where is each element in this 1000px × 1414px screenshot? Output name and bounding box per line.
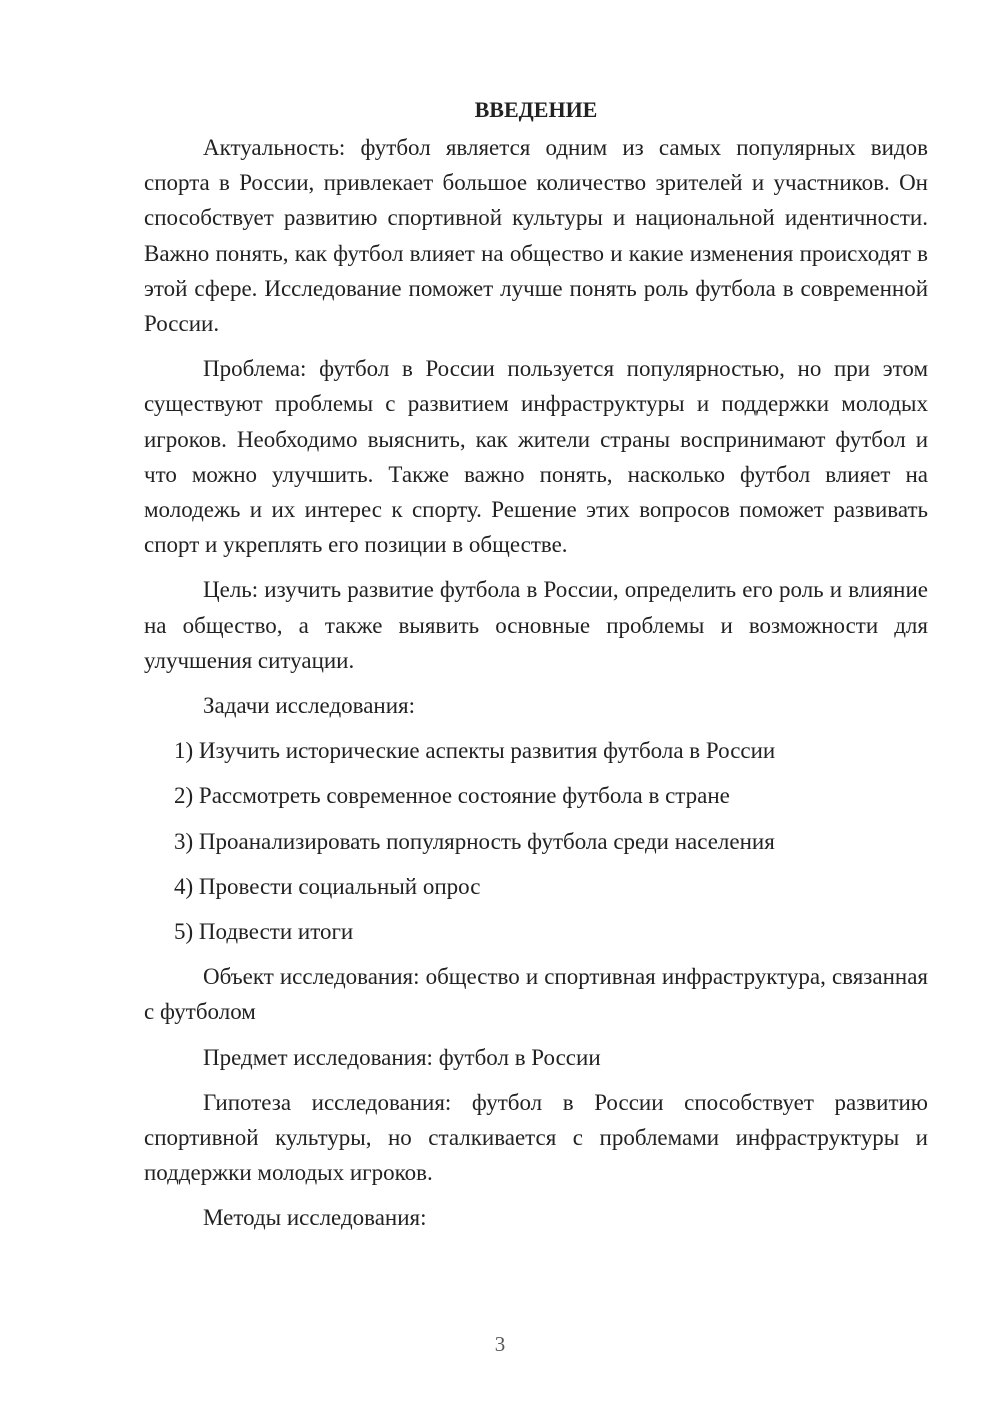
relevance-paragraph: Актуальность: футбол является одним из самых популярных видов спорта в России, привлекает большое количество зрителей и участников. Он способствует развитию спортивной культуры и национальной идентичности. Важно понять, как футбол влияет на общество и какие изменения происходят в этой сфере. Исследование поможет лучше понять роль футбола в современной России.: [144, 135, 928, 337]
goal-paragraph: Цель: изучить развитие футбола в России, определить его роль и влияние на общество, а также выявить основные проблемы и возможности для улучшения ситуации.: [144, 577, 928, 673]
task-item: 1) Изучить исторические аспекты развития футбола в России: [174, 738, 776, 764]
tasks-heading: Задачи исследования:: [203, 693, 416, 719]
task-item: 4) Провести социальный опрос: [174, 873, 481, 899]
task-item: 3) Проанализировать популярность футбола среди населения: [174, 828, 775, 854]
object-paragraph: Объект исследования: общество и спортивная инфраструктура, связанная с футболом: [144, 964, 928, 1025]
page-number: 3: [494, 1332, 506, 1356]
methods-heading: Методы исследования:: [203, 1205, 427, 1231]
tasks-list: [144, 733, 928, 949]
task-item: 2) Рассмотреть современное состояние футбола в стране: [174, 783, 730, 809]
hypothesis-paragraph: Гипотеза исследования: футбол в России способствует развитию спортивной культуры, но сталкивается с проблемами инфраструктуры и поддержки молодых игроков.: [144, 1089, 928, 1186]
section-title: ВВЕДЕНИЕ: [474, 97, 598, 122]
document-page: [144, 92, 928, 1246]
task-item: 5) Подвести итоги: [174, 919, 354, 945]
problem-paragraph: Проблема: футбол в России пользуется популярностью, но при этом существуют проблемы с развитием инфраструктуры и поддержки молодых игроков. Необходимо выяснить, как жители страны воспринимают футбол и что можно улучшить. Также важно понять, насколько футбол влияет на молодежь и их интерес к спорту. Решение этих вопросов поможет развивать спорт и укреплять его позиции в обществе.: [144, 356, 928, 558]
subject-paragraph: Предмет исследования: футбол в России: [203, 1044, 601, 1070]
